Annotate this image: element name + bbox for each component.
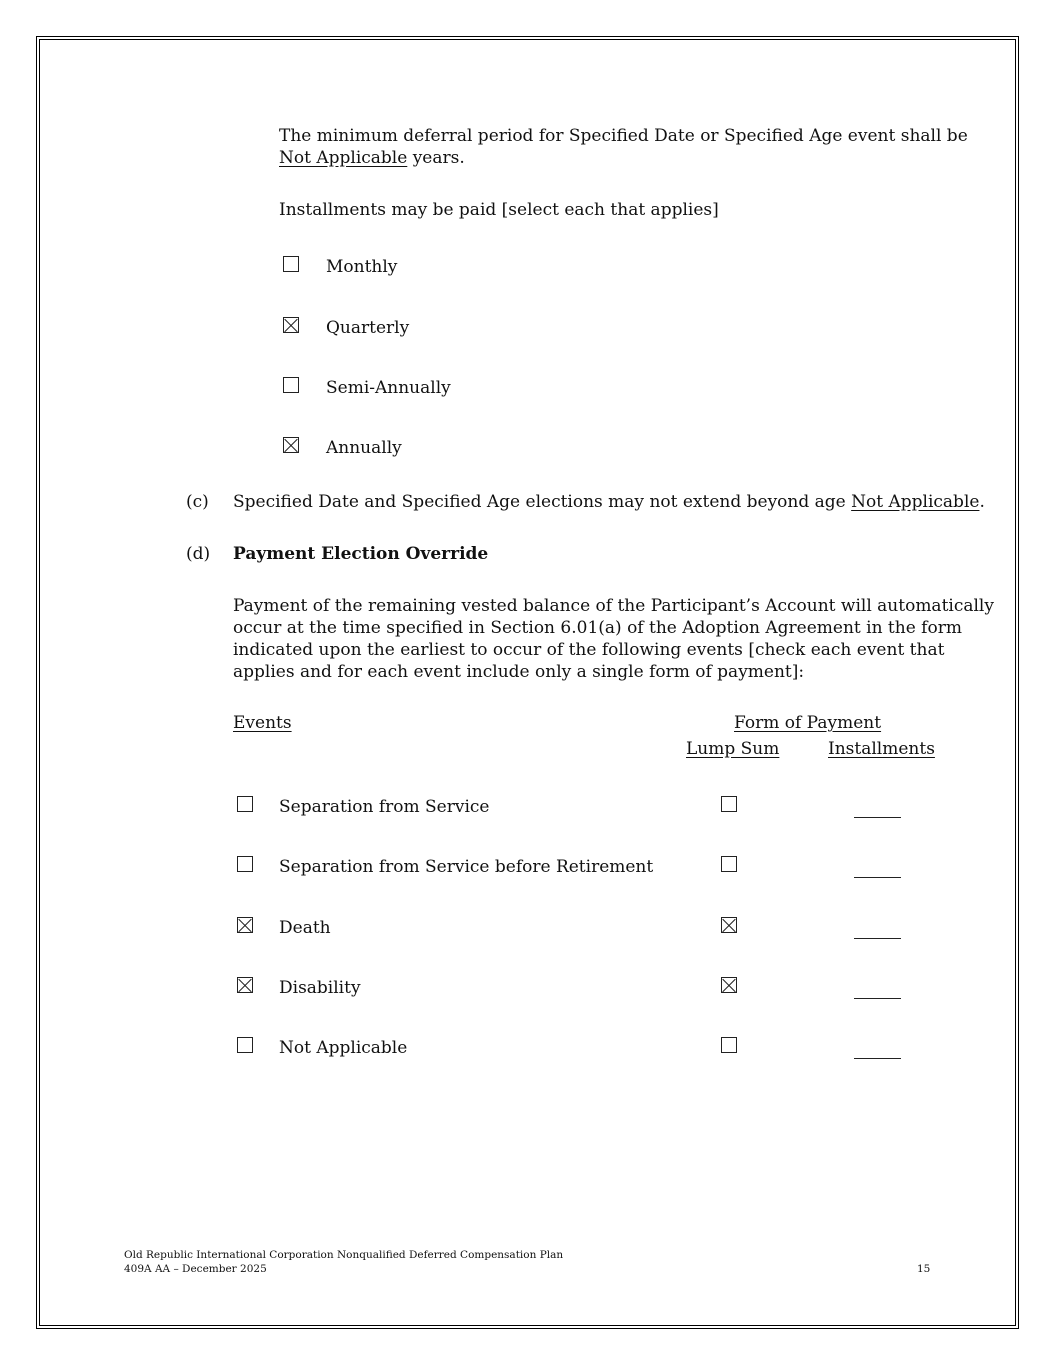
section-c-value: Not Applicable bbox=[851, 492, 980, 512]
section-d-marker: (d) bbox=[186, 544, 211, 564]
footer-plan-name: Old Republic International Corporation Nonqualified Deferred Compensation Plan bbox=[124, 1249, 564, 1261]
section-c-marker: (c) bbox=[186, 492, 209, 512]
option-label-semi-annually: Semi-Annually bbox=[326, 378, 451, 398]
event-checkbox-death[interactable] bbox=[237, 917, 253, 933]
deferral-line-1: The minimum deferral period for Specified Date or Specified Age event shall be bbox=[279, 126, 968, 146]
event-checkbox-not-applicable[interactable] bbox=[237, 1037, 253, 1053]
event-checkbox-disability[interactable] bbox=[237, 977, 253, 993]
section-d-paragraph bbox=[233, 595, 994, 683]
event-label-separation-before-retirement: Separation from Service before Retirement bbox=[279, 857, 654, 877]
installments-blank-disability[interactable] bbox=[854, 998, 901, 999]
installments-header: Installments bbox=[828, 739, 935, 759]
event-label-separation: Separation from Service bbox=[279, 797, 490, 817]
section-d-line-2: occur at the time specified in Section 6.01(a) of the Adoption Agreement in the form bbox=[233, 618, 962, 638]
lump-sum-checkbox-disability[interactable] bbox=[721, 977, 737, 993]
lump-sum-checkbox-not-applicable[interactable] bbox=[721, 1037, 737, 1053]
option-label-quarterly: Quarterly bbox=[326, 318, 410, 338]
event-label-disability: Disability bbox=[279, 978, 361, 998]
checkbox-monthly[interactable] bbox=[283, 256, 299, 272]
deferral-paragraph bbox=[279, 125, 968, 169]
installments-blank-death[interactable] bbox=[854, 938, 901, 939]
option-label-monthly: Monthly bbox=[326, 257, 398, 277]
installments-prompt: Installments may be paid [select each that applies] bbox=[279, 200, 719, 220]
page-number: 15 bbox=[917, 1263, 931, 1275]
footer-document-date: 409A AA – December 2025 bbox=[124, 1263, 267, 1275]
deferral-value: Not Applicable bbox=[279, 148, 408, 168]
lump-sum-checkbox-separation-before-retirement[interactable] bbox=[721, 856, 737, 872]
checkbox-semi-annually[interactable] bbox=[283, 377, 299, 393]
section-d-title: Payment Election Override bbox=[233, 544, 489, 564]
event-label-not-applicable: Not Applicable bbox=[279, 1038, 408, 1058]
section-c-suffix: . bbox=[979, 492, 985, 512]
installments-blank-not-applicable[interactable] bbox=[854, 1058, 901, 1059]
event-label-death: Death bbox=[279, 918, 331, 938]
checkbox-quarterly[interactable] bbox=[283, 317, 299, 333]
section-d-line-3: indicated upon the earliest to occur of the following events [check each event that bbox=[233, 640, 945, 660]
lump-sum-checkbox-separation[interactable] bbox=[721, 796, 737, 812]
deferral-suffix: years. bbox=[407, 148, 465, 168]
section-c-body: Specified Date and Specified Age elections may not extend beyond age bbox=[233, 492, 852, 512]
form-of-payment-header: Form of Payment bbox=[734, 713, 882, 733]
event-checkbox-separation-before-retirement[interactable] bbox=[237, 856, 253, 872]
lump-sum-checkbox-death[interactable] bbox=[721, 917, 737, 933]
lump-sum-header: Lump Sum bbox=[686, 739, 780, 759]
installments-blank-separation[interactable] bbox=[854, 817, 901, 818]
section-c-text bbox=[233, 491, 985, 513]
section-d-line-1: Payment of the remaining vested balance of the Participant’s Account will automatically bbox=[233, 596, 994, 616]
event-checkbox-separation[interactable] bbox=[237, 796, 253, 812]
installments-blank-separation-before-retirement[interactable] bbox=[854, 877, 901, 878]
option-label-annually: Annually bbox=[326, 438, 402, 458]
checkbox-annually[interactable] bbox=[283, 437, 299, 453]
section-d-line-4: applies and for each event include only a single form of payment]: bbox=[233, 662, 805, 682]
events-header: Events bbox=[233, 713, 292, 733]
